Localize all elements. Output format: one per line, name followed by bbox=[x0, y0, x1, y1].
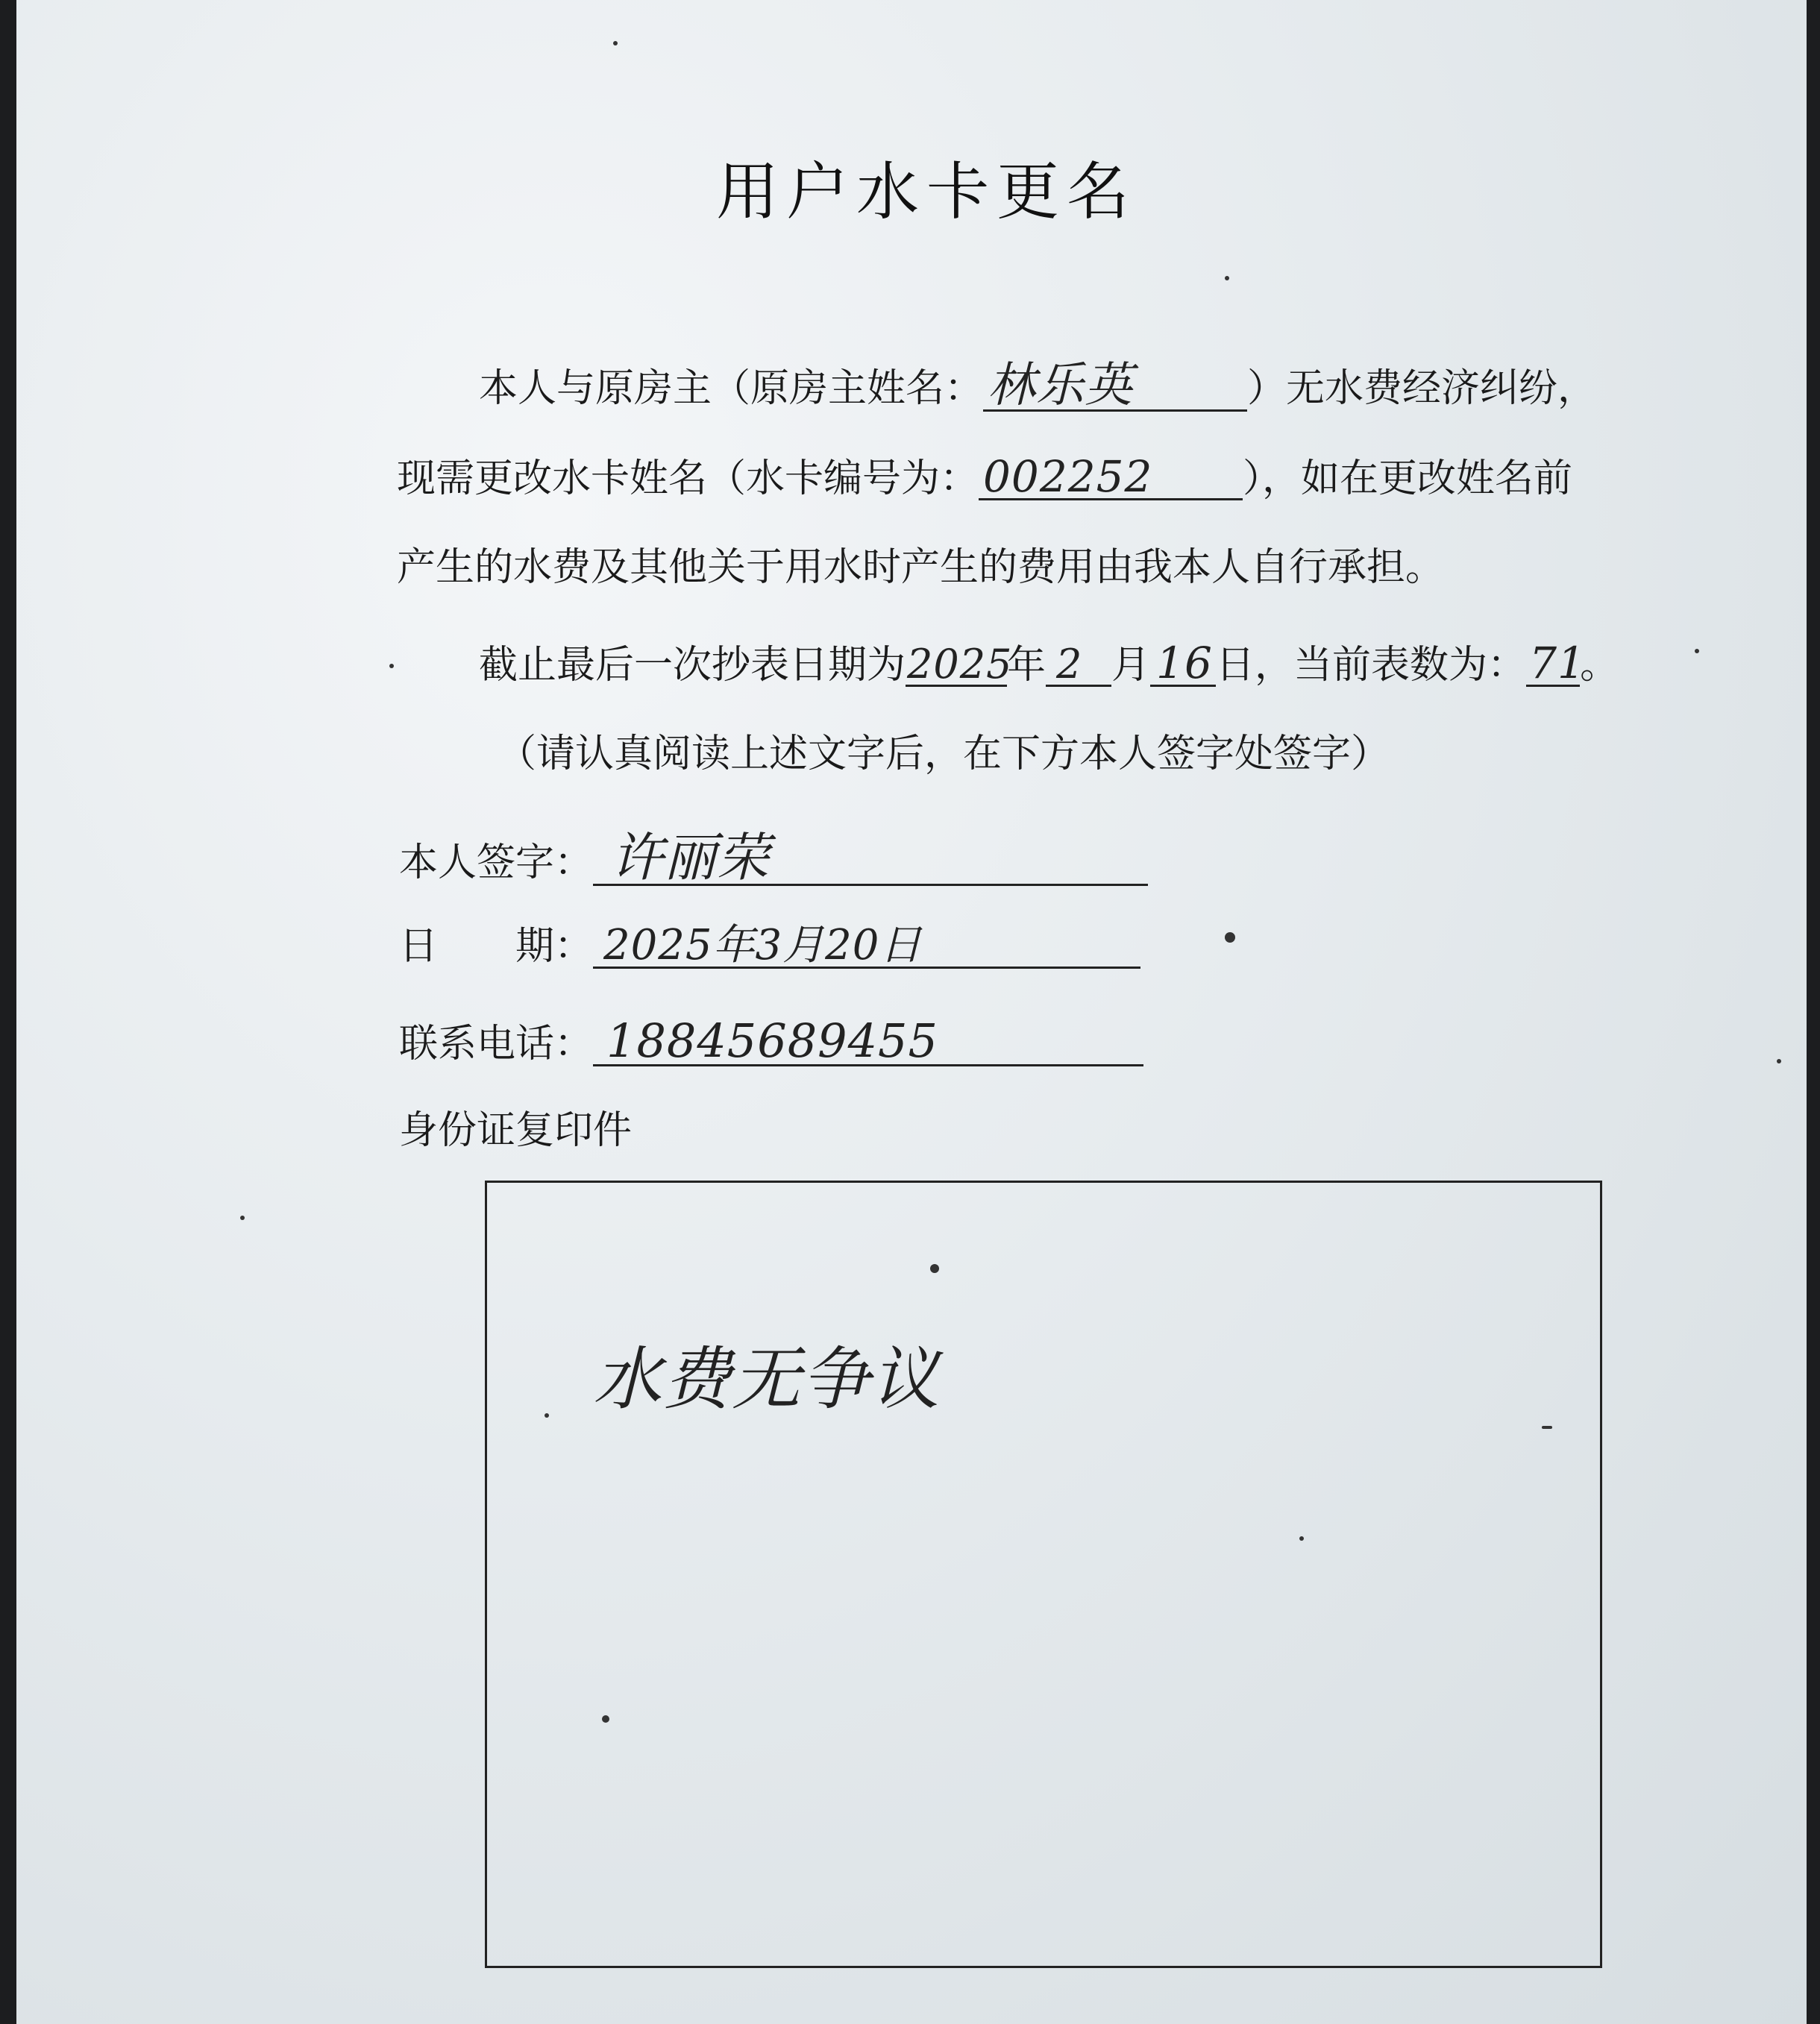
paper-speck bbox=[1225, 276, 1229, 280]
reading-day-field bbox=[1150, 638, 1216, 688]
reading-month-field bbox=[1046, 641, 1111, 688]
document-page bbox=[16, 0, 1807, 2024]
reading-year-handwriting: 2025 bbox=[907, 641, 1013, 688]
reading-day-handwriting: 16 bbox=[1156, 638, 1213, 688]
reading-date-prefix: 截止最后一次抄表日期为 bbox=[479, 643, 906, 688]
phone-field bbox=[593, 1013, 1143, 1068]
phone-label: 联系电话： bbox=[399, 1022, 594, 1066]
owner-statement-suffix: ）无水费经济纠纷， bbox=[1247, 366, 1597, 411]
date-field bbox=[593, 921, 1140, 969]
paper-speck bbox=[930, 1264, 939, 1273]
signature-row bbox=[399, 827, 1148, 888]
owner-statement-prefix: 本人与原房主（原房主姓名： bbox=[479, 366, 984, 411]
signature-handwriting: 许丽荣 bbox=[611, 827, 771, 888]
id-copy-box bbox=[485, 1181, 1602, 1968]
reading-day-unit: 日，当前表数为： bbox=[1216, 643, 1527, 688]
card-statement-prefix: 现需更改水卡姓名（水卡编号为： bbox=[397, 456, 979, 501]
paper-speck bbox=[1777, 1059, 1781, 1063]
paper-speck bbox=[545, 1413, 549, 1418]
paper-speck bbox=[1225, 932, 1235, 943]
card-number-field bbox=[979, 451, 1243, 502]
reading-month-unit: 月 bbox=[1111, 643, 1151, 688]
signature-field bbox=[593, 827, 1148, 888]
phone-handwriting: 18845689455 bbox=[606, 1013, 938, 1068]
paper-speck bbox=[1299, 1536, 1304, 1541]
reading-month-handwriting: 2 bbox=[1056, 641, 1083, 688]
meter-value-field bbox=[1526, 638, 1586, 688]
date-handwriting: 2025年3月20日 bbox=[603, 921, 923, 969]
paper-speck bbox=[389, 664, 394, 668]
card-statement-suffix: ），如在更改姓名前 bbox=[1243, 456, 1573, 501]
meter-value-handwriting: 71 bbox=[1529, 638, 1586, 688]
card-number-handwriting: 002252 bbox=[983, 451, 1153, 502]
paper-speck bbox=[1542, 1426, 1552, 1429]
date-row bbox=[399, 921, 1140, 969]
card-statement-line bbox=[397, 451, 1573, 502]
signature-label: 本人签字： bbox=[399, 840, 594, 885]
paper-speck bbox=[1695, 649, 1699, 653]
reading-notice: （请认真阅读上述文字后，在下方本人签字处签字） bbox=[498, 732, 1390, 776]
id-copy-label: 身份证复印件 bbox=[399, 1108, 633, 1153]
owner-statement-line bbox=[479, 358, 1597, 413]
paper-speck bbox=[602, 1715, 609, 1723]
id-copy-handwritten-note: 水费无争议 bbox=[593, 1339, 941, 1419]
date-label: 日 期： bbox=[399, 924, 594, 969]
paper-speck bbox=[240, 1216, 245, 1220]
meter-line-end: 。 bbox=[1580, 643, 1619, 688]
owner-name-handwriting: 林乐英 bbox=[988, 358, 1134, 413]
phone-row bbox=[399, 1013, 1143, 1068]
owner-name-field bbox=[983, 358, 1247, 413]
paper-speck bbox=[613, 41, 618, 45]
meter-reading-line bbox=[479, 638, 1619, 688]
liability-statement: 产生的水费及其他关于用水时产生的费用由我本人自行承担。 bbox=[397, 545, 1445, 590]
page-title: 用户水卡更名 bbox=[715, 155, 1137, 228]
reading-year-field bbox=[906, 641, 1013, 688]
reading-year-unit: 年 bbox=[1007, 643, 1046, 688]
